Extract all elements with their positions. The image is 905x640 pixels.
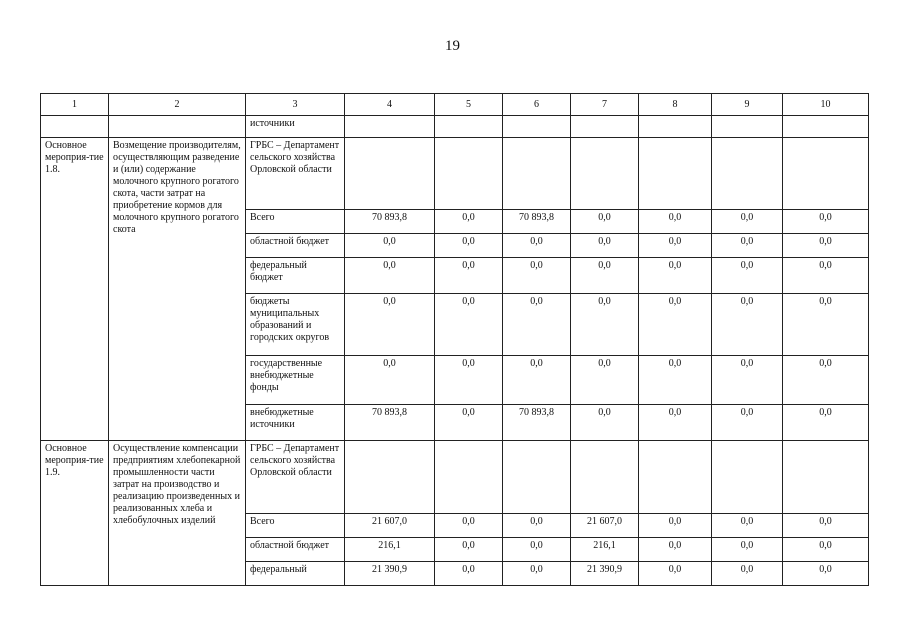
value-cell: 0,0 (503, 514, 571, 538)
empty-cell (345, 138, 435, 210)
value-cell: 70 893,8 (345, 405, 435, 441)
value-cell: 0,0 (783, 258, 869, 294)
value-cell: 0,0 (712, 562, 783, 586)
value-cell: 0,0 (571, 258, 639, 294)
value-cell: 0,0 (503, 294, 571, 356)
value-cell: 0,0 (783, 356, 869, 405)
budget-table (40, 93, 869, 586)
empty-cell (345, 116, 435, 138)
value-cell: 0,0 (783, 210, 869, 234)
grbs-row (41, 441, 869, 514)
col-number-3: 3 (246, 94, 345, 116)
value-cell: 0,0 (712, 514, 783, 538)
funding-source: федеральный (246, 562, 345, 586)
value-cell: 0,0 (503, 562, 571, 586)
value-cell: 0,0 (435, 538, 503, 562)
value-cell: 0,0 (639, 210, 712, 234)
value-cell: 70 893,8 (503, 405, 571, 441)
value-cell: 0,0 (712, 210, 783, 234)
value-cell: 0,0 (639, 562, 712, 586)
value-cell: 0,0 (639, 258, 712, 294)
value-cell: 0,0 (435, 210, 503, 234)
value-cell: 0,0 (503, 258, 571, 294)
empty-cell (345, 441, 435, 514)
value-cell: 0,0 (571, 234, 639, 258)
value-cell: 0,0 (435, 562, 503, 586)
grbs-row (41, 138, 869, 210)
value-cell: 0,0 (435, 294, 503, 356)
value-cell: 0,0 (639, 405, 712, 441)
value-cell: 0,0 (639, 234, 712, 258)
value-cell: 0,0 (712, 294, 783, 356)
value-cell: 0,0 (783, 405, 869, 441)
value-cell: 0,0 (435, 356, 503, 405)
grbs-cell: ГРБС – Департамент сельского хозяйства Орловской области (246, 138, 345, 210)
value-cell: 0,0 (345, 234, 435, 258)
value-cell: 0,0 (571, 405, 639, 441)
empty-cell (639, 441, 712, 514)
value-cell: 0,0 (503, 234, 571, 258)
value-cell: 0,0 (783, 294, 869, 356)
col-number-9: 9 (712, 94, 783, 116)
value-cell: 0,0 (712, 405, 783, 441)
grbs-cell: ГРБС – Департамент сельского хозяйства Орловской области (246, 441, 345, 514)
value-cell: 0,0 (639, 294, 712, 356)
empty-cell (712, 441, 783, 514)
empty-cell (639, 138, 712, 210)
value-cell: 216,1 (345, 538, 435, 562)
value-cell: 216,1 (571, 538, 639, 562)
value-cell: 0,0 (783, 234, 869, 258)
col-number-4: 4 (345, 94, 435, 116)
measure-label: Основное мероприя-тие 1.8. (41, 138, 109, 441)
funding-source: областной бюджет (246, 538, 345, 562)
col-number-1: 1 (41, 94, 109, 116)
funding-source: государственные внебюджетные фонды (246, 356, 345, 405)
measure-label: Основное мероприя-тие 1.9. (41, 441, 109, 586)
value-cell: 21 390,9 (571, 562, 639, 586)
value-cell: 0,0 (571, 356, 639, 405)
value-cell: 0,0 (435, 258, 503, 294)
empty-cell (503, 116, 571, 138)
carry-over-row (41, 116, 869, 138)
col-number-10: 10 (783, 94, 869, 116)
measure-description: Осуществление компенсации предприятиям хлебопекарной промышленности части затрат на производство и реализацию произведенных и реализованных хлеба и хлебобулочных изделий (109, 441, 246, 586)
value-cell: 0,0 (783, 562, 869, 586)
value-cell: 0,0 (712, 234, 783, 258)
value-cell: 0,0 (435, 234, 503, 258)
empty-cell (571, 138, 639, 210)
empty-cell (109, 116, 246, 138)
page-number: 19 (445, 38, 460, 54)
measure-description: Возмещение производителям, осуществляющим разведение и (или) содержание молочного крупного рогатого скота, части затрат на приобретение кормов для молочного крупного рогатого скота (109, 138, 246, 441)
empty-cell (783, 441, 869, 514)
value-cell: 0,0 (783, 514, 869, 538)
value-cell: 0,0 (503, 538, 571, 562)
value-cell: 0,0 (639, 356, 712, 405)
value-cell: 0,0 (712, 258, 783, 294)
value-cell: 70 893,8 (345, 210, 435, 234)
empty-cell (435, 441, 503, 514)
value-cell: 0,0 (345, 294, 435, 356)
value-cell: 0,0 (639, 538, 712, 562)
col-number-5: 5 (435, 94, 503, 116)
empty-cell (783, 138, 869, 210)
funding-source: федеральный бюджет (246, 258, 345, 294)
funding-source: источники (246, 116, 345, 138)
value-cell: 0,0 (435, 405, 503, 441)
empty-cell (712, 116, 783, 138)
col-number-7: 7 (571, 94, 639, 116)
empty-cell (571, 116, 639, 138)
empty-cell (639, 116, 712, 138)
column-number-row (41, 94, 869, 116)
funding-source: бюджеты муниципальных образований и городских округов (246, 294, 345, 356)
col-number-8: 8 (639, 94, 712, 116)
empty-cell (503, 441, 571, 514)
value-cell: 0,0 (783, 538, 869, 562)
funding-source: внебюджетные источники (246, 405, 345, 441)
value-cell: 21 390,9 (345, 562, 435, 586)
col-number-2: 2 (109, 94, 246, 116)
value-cell: 70 893,8 (503, 210, 571, 234)
value-cell: 0,0 (712, 538, 783, 562)
empty-cell (712, 138, 783, 210)
funding-source: областной бюджет (246, 234, 345, 258)
empty-cell (783, 116, 869, 138)
col-number-6: 6 (503, 94, 571, 116)
value-cell: 0,0 (345, 356, 435, 405)
value-cell: 21 607,0 (345, 514, 435, 538)
value-cell: 0,0 (435, 514, 503, 538)
empty-cell (41, 116, 109, 138)
value-cell: 21 607,0 (571, 514, 639, 538)
value-cell: 0,0 (571, 294, 639, 356)
empty-cell (435, 116, 503, 138)
value-cell: 0,0 (639, 514, 712, 538)
value-cell: 0,0 (503, 356, 571, 405)
funding-source: Всего (246, 514, 345, 538)
funding-source: Всего (246, 210, 345, 234)
value-cell: 0,0 (345, 258, 435, 294)
value-cell: 0,0 (712, 356, 783, 405)
empty-cell (503, 138, 571, 210)
value-cell: 0,0 (571, 210, 639, 234)
empty-cell (571, 441, 639, 514)
empty-cell (435, 138, 503, 210)
